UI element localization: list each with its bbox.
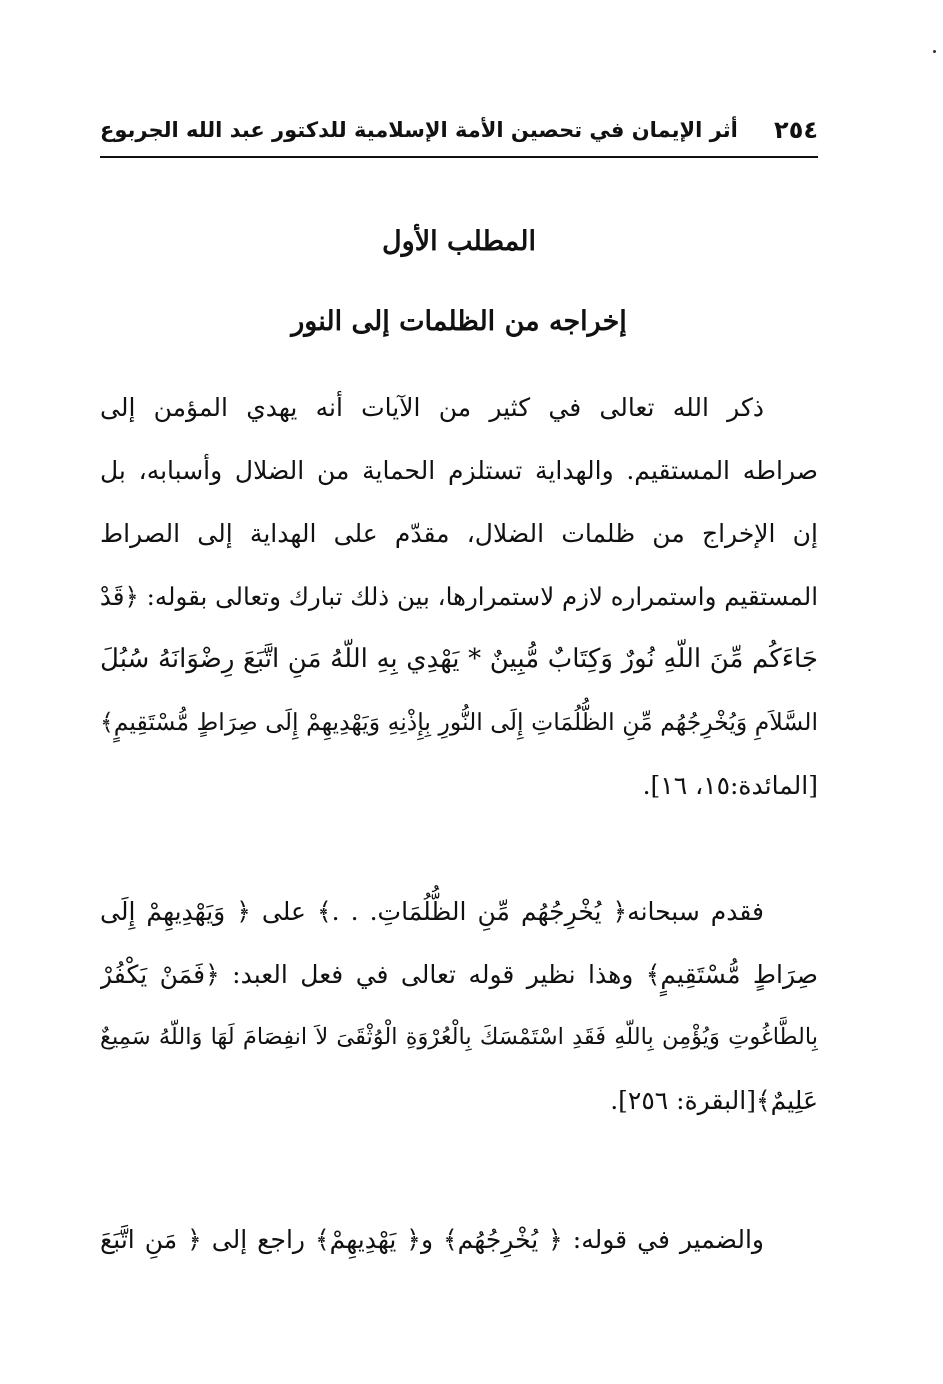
- paragraph-line: ذكر الله تعالى في كثير من الآيات أنه يهدي المؤمن إلى: [100, 393, 764, 422]
- quran-verse-line: بِالطَّاغُوتِ وَيُؤْمِن بِاللّهِ فَقَدِ اسْتَمْسَكَ بِالْعُرْوَةِ الْوُثْقَىَ لاَ انفِصَامَ لَهَا وَاللّهُ سَمِيعٌ: [100, 1024, 818, 1050]
- quran-verse-line: السَّلاَمِ وَيُخْرِجُهُم مِّنِ الظُّلُمَاتِ إِلَى النُّورِ بِإِذْنِهِ وَيَهْدِيهِمْ إِلَى صِرَاطٍ مُّسْتَقِيمٍ﴾: [100, 708, 818, 736]
- paragraph-line: فقدم سبحانه﴿ يُخْرِجُهُم مِّنِ الظُّلُمَاتِ. . .﴾ على ﴿ وَيَهْدِيهِمْ إِلَى: [100, 897, 764, 926]
- verse-reference: [المائدة:١٥، ١٦].: [642, 771, 818, 800]
- paragraph-3: [100, 1208, 818, 1271]
- section-title: المطلب الأول: [382, 226, 536, 257]
- section-subtitle: إخراجه من الظلمات إلى النور: [291, 306, 627, 337]
- header-rule: [100, 156, 818, 158]
- page-header: [100, 104, 818, 156]
- running-title: أثر الإيمان في تحصين الأمة الإسلامية للدكتور عبد الله الجربوع: [100, 118, 738, 142]
- paragraph-line: صِرَاطٍ مُّسْتَقِيمٍ﴾ وهذا نظير قوله تعالى في فعل العبد: ﴿فَمَنْ يَكْفُرْ: [100, 960, 818, 989]
- paragraph-line: المستقيم واستمراره لازم لاستمرارها، بين ذلك تبارك وتعالى بقوله: ﴿قَدْ: [100, 582, 818, 611]
- quran-verse-line: جَاءَكُم مِّنَ اللّهِ نُورٌ وَكِتَابٌ مُّبِينٌ * يَهْدِي بِهِ اللّهُ مَنِ اتَّبَعَ رِضْوَانَهُ سُبُلَ: [100, 644, 818, 674]
- paragraph-line: صراطه المستقيم. والهداية تستلزم الحماية من الضلال وأسبابه، بل: [100, 456, 818, 485]
- scan-speck: [933, 50, 936, 53]
- paragraph-line: إن الإخراج من ظلمات الضلال، مقدّم على الهداية إلى الصراط: [100, 519, 818, 548]
- page-number: ٢٥٤: [774, 116, 818, 144]
- paragraph-2: [100, 880, 818, 1132]
- verse-reference: عَلِيمٌ﴾[البقرة: ٢٥٦].: [610, 1086, 818, 1115]
- paragraph-1: [100, 376, 818, 817]
- paragraph-line: والضمير في قوله: ﴿ يُخْرِجُهُم﴾ و﴿ يَهْدِيهِمْ﴾ راجع إلى ﴿ مَنِ اتَّبَعَ: [100, 1225, 764, 1254]
